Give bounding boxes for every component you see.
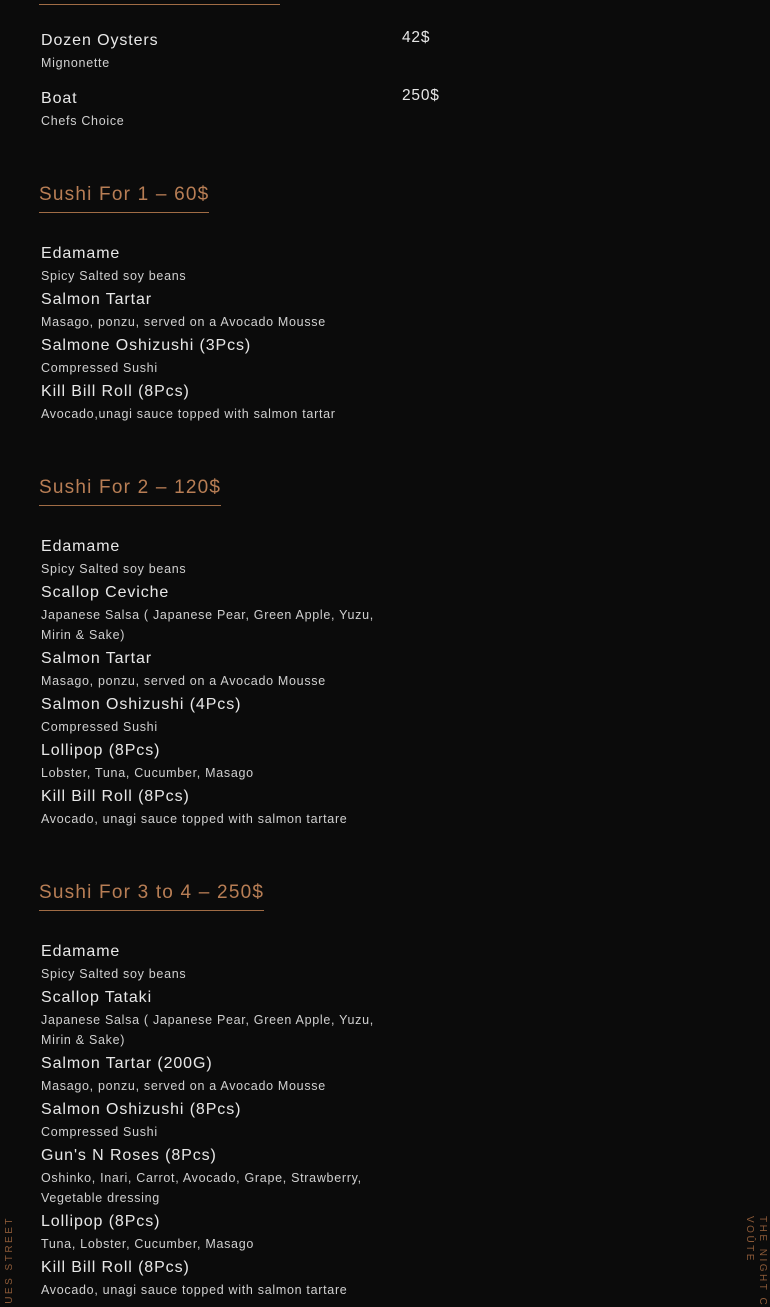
item-description: Spicy Salted soy beans: [41, 269, 187, 283]
item-name: Salmon Oshizushi (8Pcs): [41, 1101, 242, 1118]
item-name: Scallop Ceviche: [41, 584, 170, 601]
side-text-right-secondary[interactable]: VOÛTE: [744, 1216, 755, 1263]
item-name: Salmon Oshizushi (4Pcs): [41, 696, 242, 713]
item-description: Mignonette: [41, 56, 110, 70]
menu-item: [41, 695, 381, 737]
item-description: Compressed Sushi: [41, 361, 158, 375]
item-description: Masago, ponzu, served on a Avocado Mousse: [41, 1079, 326, 1093]
section-title: Sushi For 1 – 60$: [39, 184, 209, 213]
menu-item: [41, 1258, 381, 1300]
item-name: Boat: [41, 90, 78, 107]
item-description: Chefs Choice: [41, 114, 125, 128]
side-text-left[interactable]: UES STREET: [4, 1216, 15, 1304]
item-description: Avocado,unagi sauce topped with salmon tartar: [41, 407, 336, 421]
item-name: Dozen Oysters: [41, 32, 159, 49]
item-description: Masago, ponzu, served on a Avocado Mousse: [41, 315, 326, 329]
menu-item: [41, 244, 381, 286]
item-description: Tuna, Lobster, Cucumber, Masago: [41, 1237, 255, 1251]
item-name: Lollipop (8Pcs): [41, 742, 161, 759]
menu-item: [41, 290, 381, 332]
menu-item: [41, 1146, 381, 1208]
menu-item: [41, 1212, 381, 1254]
item-description: Avocado, unagi sauce topped with salmon tartare: [41, 1283, 348, 1297]
menu-item: [41, 649, 381, 691]
item-description: Compressed Sushi: [41, 720, 158, 734]
menu-item: [41, 741, 381, 783]
item-name: Salmone Oshizushi (3Pcs): [41, 337, 252, 354]
section-sushi-for-3-4: [39, 882, 264, 911]
item-name: Kill Bill Roll (8Pcs): [41, 788, 190, 805]
item-description: Compressed Sushi: [41, 1125, 158, 1139]
item-name: Salmon Tartar: [41, 650, 153, 667]
menu-item: [41, 787, 381, 829]
item-name: Salmon Tartar (200G): [41, 1055, 213, 1072]
menu-item: [41, 31, 381, 73]
section-sushi-for-1: [39, 184, 209, 213]
item-name: Lollipop (8Pcs): [41, 1213, 161, 1230]
menu-item: [41, 89, 381, 131]
item-description: Japanese Salsa ( Japanese Pear, Green Apple, Yuzu, Mirin & Sake): [41, 608, 374, 642]
item-name: Kill Bill Roll (8Pcs): [41, 1259, 190, 1276]
item-description: Lobster, Tuna, Cucumber, Masago: [41, 766, 254, 780]
item-description: Spicy Salted soy beans: [41, 967, 187, 981]
side-text-right[interactable]: THE NIGHT C: [757, 1216, 768, 1307]
section-divider: [39, 4, 280, 5]
menu-item: [41, 583, 381, 645]
item-name: Edamame: [41, 245, 121, 262]
menu-item: [41, 336, 381, 378]
item-name: Edamame: [41, 538, 121, 555]
item-description: Japanese Salsa ( Japanese Pear, Green Apple, Yuzu, Mirin & Sake): [41, 1013, 374, 1047]
menu-item: [41, 1100, 381, 1142]
item-description: Masago, ponzu, served on a Avocado Mousse: [41, 674, 326, 688]
menu-item: [41, 537, 381, 579]
item-description: Oshinko, Inari, Carrot, Avocado, Grape, Strawberry, Vegetable dressing: [41, 1171, 362, 1205]
menu-item: [41, 988, 381, 1050]
menu-item: [41, 942, 381, 984]
item-name: Salmon Tartar: [41, 291, 153, 308]
item-name: Kill Bill Roll (8Pcs): [41, 383, 190, 400]
section-sushi-for-2: [39, 477, 221, 506]
item-price: 250$: [402, 87, 440, 104]
item-price: 42$: [402, 29, 431, 46]
menu-item: [41, 382, 381, 424]
menu-item: [41, 1054, 381, 1096]
item-description: Spicy Salted soy beans: [41, 562, 187, 576]
section-title: Sushi For 3 to 4 – 250$: [39, 882, 264, 911]
item-name: Scallop Tataki: [41, 989, 153, 1006]
item-name: Edamame: [41, 943, 121, 960]
item-description: Avocado, unagi sauce topped with salmon tartare: [41, 812, 348, 826]
section-title: Sushi For 2 – 120$: [39, 477, 221, 506]
item-name: Gun's N Roses (8Pcs): [41, 1147, 217, 1164]
